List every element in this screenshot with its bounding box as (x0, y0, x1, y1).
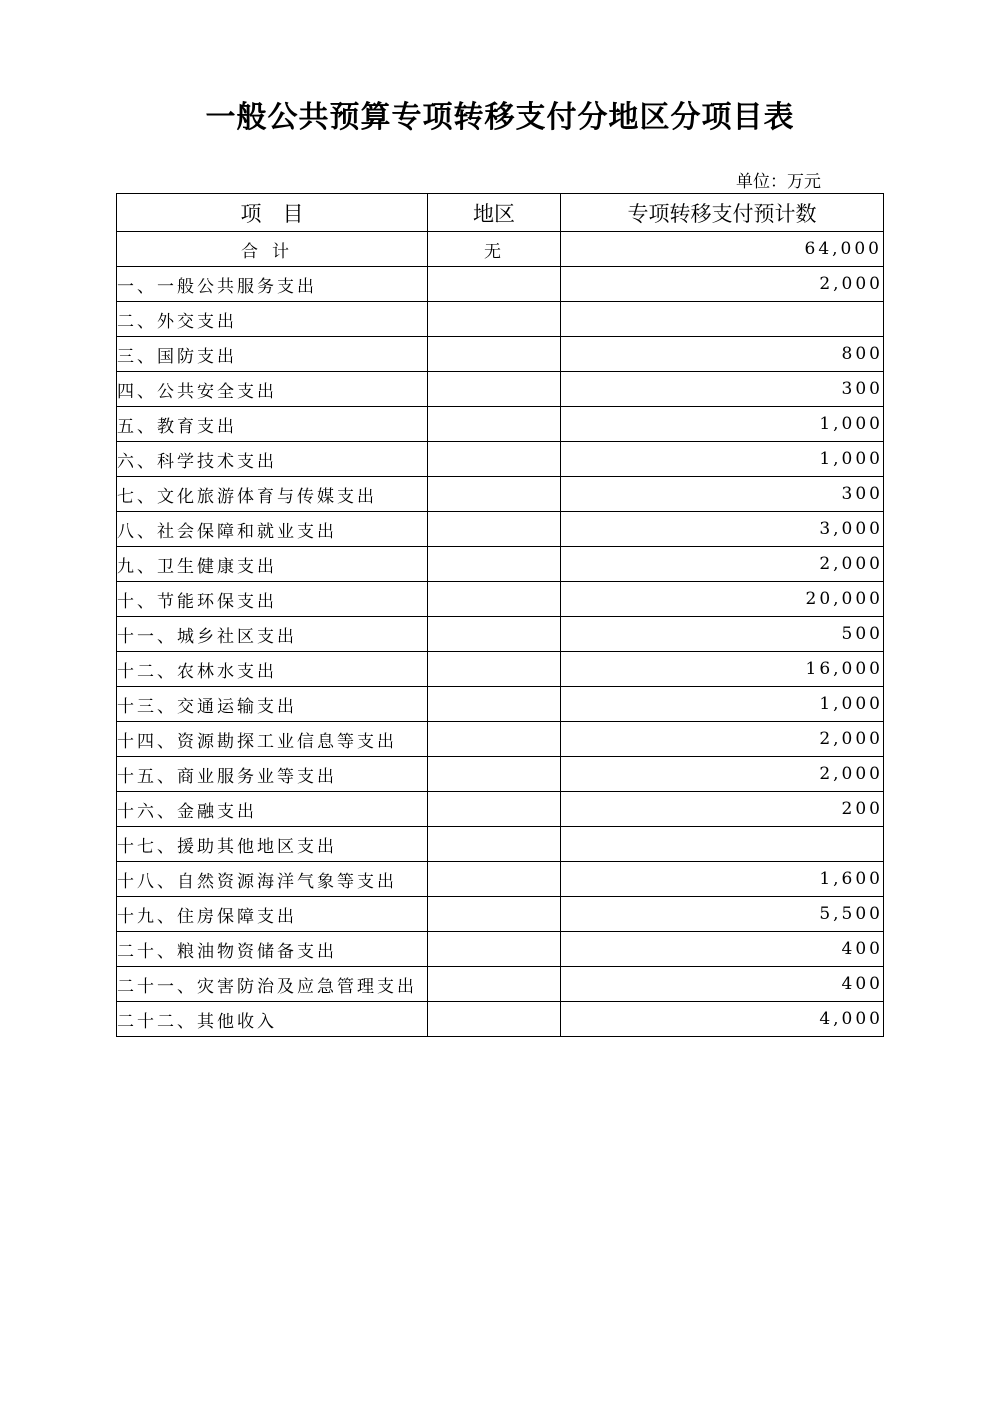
row-region (428, 337, 561, 372)
row-region (428, 372, 561, 407)
row-item: 三、国防支出 (117, 337, 428, 372)
table-row (117, 862, 884, 897)
page-title: 一般公共预算专项转移支付分地区分项目表 (205, 100, 795, 135)
row-region (428, 267, 561, 302)
row-region (428, 967, 561, 1002)
row-region (428, 862, 561, 897)
row-amount: 400 (561, 932, 884, 967)
row-amount: 5,500 (561, 897, 884, 932)
row-amount (561, 827, 884, 862)
total-amount: 64,000 (561, 232, 884, 267)
table-row (117, 792, 884, 827)
table-row (117, 302, 884, 337)
budget-table (116, 193, 884, 1037)
row-item: 十九、住房保障支出 (117, 897, 428, 932)
row-item: 五、教育支出 (117, 407, 428, 442)
total-region: 无 (428, 232, 561, 267)
row-region (428, 512, 561, 547)
row-item: 六、科学技术支出 (117, 442, 428, 477)
row-amount: 4,000 (561, 1002, 884, 1037)
row-amount: 20,000 (561, 582, 884, 617)
row-amount: 1,000 (561, 442, 884, 477)
row-region (428, 897, 561, 932)
row-region (428, 442, 561, 477)
row-amount: 500 (561, 617, 884, 652)
row-item: 十七、援助其他地区支出 (117, 827, 428, 862)
row-region (428, 652, 561, 687)
row-region (428, 407, 561, 442)
row-item: 九、卫生健康支出 (117, 547, 428, 582)
row-item: 十六、金融支出 (117, 792, 428, 827)
table-row (117, 477, 884, 512)
table-row (117, 267, 884, 302)
row-region (428, 722, 561, 757)
row-region (428, 617, 561, 652)
row-amount: 2,000 (561, 547, 884, 582)
row-item: 八、社会保障和就业支出 (117, 512, 428, 547)
table-row (117, 407, 884, 442)
row-item: 十三、交通运输支出 (117, 687, 428, 722)
row-amount: 1,000 (561, 687, 884, 722)
table-row (117, 897, 884, 932)
row-item: 十二、农林水支出 (117, 652, 428, 687)
table-row (117, 337, 884, 372)
row-region (428, 477, 561, 512)
row-region (428, 582, 561, 617)
table-row (117, 652, 884, 687)
row-item: 二十、粮油物资储备支出 (117, 932, 428, 967)
row-region (428, 792, 561, 827)
row-item: 十一、城乡社区支出 (117, 617, 428, 652)
table-row (117, 442, 884, 477)
table-row (117, 512, 884, 547)
row-amount: 3,000 (561, 512, 884, 547)
unit-label: 单位：万元 (736, 172, 821, 192)
row-item: 七、文化旅游体育与传媒支出 (117, 477, 428, 512)
row-region (428, 547, 561, 582)
header-amount: 专项转移支付预计数 (561, 194, 884, 232)
total-item: 合计 (117, 232, 428, 267)
row-amount: 300 (561, 477, 884, 512)
table-row (117, 547, 884, 582)
row-item: 十、节能环保支出 (117, 582, 428, 617)
row-region (428, 687, 561, 722)
row-item: 二十一、灾害防治及应急管理支出 (117, 967, 428, 1002)
row-amount: 400 (561, 967, 884, 1002)
table-row (117, 687, 884, 722)
table-row (117, 932, 884, 967)
header-region: 地区 (428, 194, 561, 232)
row-region (428, 932, 561, 967)
table-row (117, 722, 884, 757)
row-amount: 16,000 (561, 652, 884, 687)
row-amount: 200 (561, 792, 884, 827)
row-amount: 2,000 (561, 267, 884, 302)
table-header-row (117, 194, 884, 232)
table-row (117, 757, 884, 792)
header-item: 项 目 (117, 194, 428, 232)
table-row (117, 617, 884, 652)
total-row (117, 232, 884, 267)
row-amount: 800 (561, 337, 884, 372)
row-item: 二十二、其他收入 (117, 1002, 428, 1037)
row-region (428, 827, 561, 862)
table-row (117, 827, 884, 862)
table-row (117, 372, 884, 407)
row-item: 一、一般公共服务支出 (117, 267, 428, 302)
row-amount (561, 302, 884, 337)
row-region (428, 302, 561, 337)
table-row (117, 1002, 884, 1037)
row-item: 十五、商业服务业等支出 (117, 757, 428, 792)
row-amount: 300 (561, 372, 884, 407)
row-item: 十八、自然资源海洋气象等支出 (117, 862, 428, 897)
row-item: 四、公共安全支出 (117, 372, 428, 407)
row-amount: 1,000 (561, 407, 884, 442)
row-item: 二、外交支出 (117, 302, 428, 337)
row-amount: 1,600 (561, 862, 884, 897)
row-amount: 2,000 (561, 722, 884, 757)
row-item: 十四、资源勘探工业信息等支出 (117, 722, 428, 757)
row-region (428, 757, 561, 792)
table-row (117, 967, 884, 1002)
table-row (117, 582, 884, 617)
row-amount: 2,000 (561, 757, 884, 792)
row-region (428, 1002, 561, 1037)
